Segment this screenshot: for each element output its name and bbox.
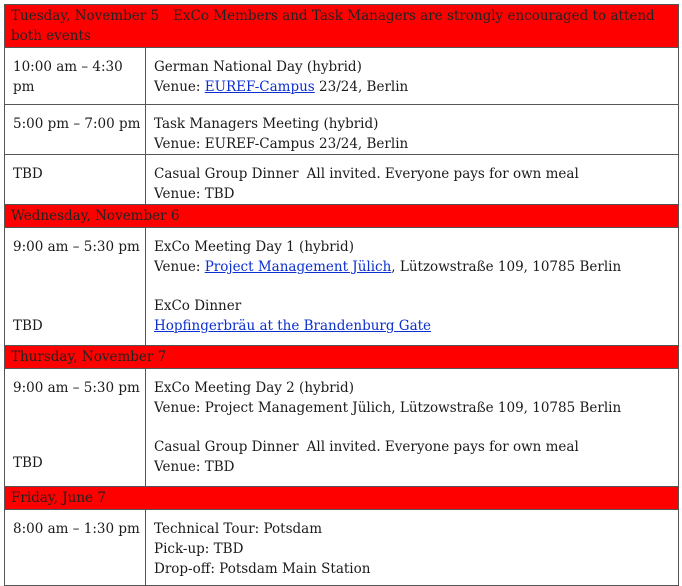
day-header-cell [5, 5, 679, 48]
event-title-line [154, 164, 672, 184]
day-title: Thursday, November 7 [11, 349, 167, 365]
event-time-cell [5, 228, 146, 346]
event-title: Task Managers Meeting (hybrid) [154, 116, 379, 132]
day-header-tuesday [5, 5, 679, 48]
event-venue: Venue: TBD [154, 459, 235, 475]
event-row [5, 510, 679, 586]
day-header-cell [5, 487, 679, 510]
event-time: 8:00 am – 1:30 pm [5, 510, 146, 586]
event-time: 10:00 am – 4:30 pm [5, 48, 146, 105]
event-dropoff: Drop-off: Potsdam Main Station [154, 561, 371, 577]
event-note: All invited. Everyone pays for own meal [306, 439, 579, 455]
venue-label: Venue: [154, 79, 205, 95]
event-title: ExCo Dinner [154, 298, 242, 314]
event-row [5, 228, 679, 346]
event-time-cell [5, 369, 146, 487]
event-row [5, 369, 679, 487]
event-title: Technical Tour: Potsdam [154, 521, 323, 537]
venue-address: 23/24, Berlin [314, 79, 409, 95]
event-title: ExCo Meeting Day 2 (hybrid) [154, 380, 354, 396]
venue-link-euref-campus[interactable]: EUREF-Campus [204, 79, 315, 95]
event-venue: Venue: TBD [154, 186, 235, 202]
event-title: ExCo Meeting Day 1 (hybrid) [154, 239, 354, 255]
event-details [146, 228, 679, 346]
day-header-wednesday [5, 205, 679, 228]
event-venue [154, 257, 672, 277]
schedule-table [4, 4, 679, 586]
venue-label: Venue: [154, 259, 205, 275]
event-venue: Venue: Project Management Jülich, Lützowstraße 109, 10785 Berlin [154, 400, 622, 416]
venue-link-project-management-juelich[interactable]: Project Management Jülich [204, 259, 392, 275]
day-header-friday [5, 487, 679, 510]
event-details [146, 369, 679, 487]
event-time: TBD [13, 455, 43, 471]
event-details [146, 510, 679, 586]
event-time: 9:00 am – 5:30 pm [13, 239, 140, 255]
day-header-thursday [5, 346, 679, 369]
event-details [146, 48, 679, 105]
event-link-line [154, 316, 672, 336]
event-details [146, 155, 679, 205]
day-title: Tuesday, November 5 [11, 8, 160, 24]
restaurant-link[interactable]: Hopfingerbräu at the Brandenburg Gate [154, 318, 432, 334]
event-time: TBD [5, 155, 146, 205]
event-title: Casual Group Dinner [154, 439, 299, 455]
event-row [5, 48, 679, 105]
event-row [5, 155, 679, 205]
event-pickup: Pick-up: TBD [154, 541, 244, 557]
event-title-line [154, 437, 672, 457]
event-time: 5:00 pm – 7:00 pm [5, 105, 146, 155]
day-header-cell [5, 205, 679, 228]
day-note: ExCo Members and Task Managers are strongly encouraged to attend both events [11, 8, 655, 44]
event-row [5, 105, 679, 155]
event-venue: Venue: EUREF-Campus 23/24, Berlin [154, 136, 409, 152]
event-note: All invited. Everyone pays for own meal [306, 166, 579, 182]
day-title: Friday, June 7 [11, 490, 106, 506]
event-time: 9:00 am – 5:30 pm [13, 380, 140, 396]
event-title: German National Day (hybrid) [154, 59, 362, 75]
day-title: Wednesday, November 6 [11, 208, 180, 224]
day-header-cell [5, 346, 679, 369]
event-time: TBD [13, 318, 43, 334]
event-details [146, 105, 679, 155]
event-title: Casual Group Dinner [154, 166, 299, 182]
event-venue [154, 77, 672, 97]
venue-address: , Lützowstraße 109, 10785 Berlin [391, 259, 622, 275]
